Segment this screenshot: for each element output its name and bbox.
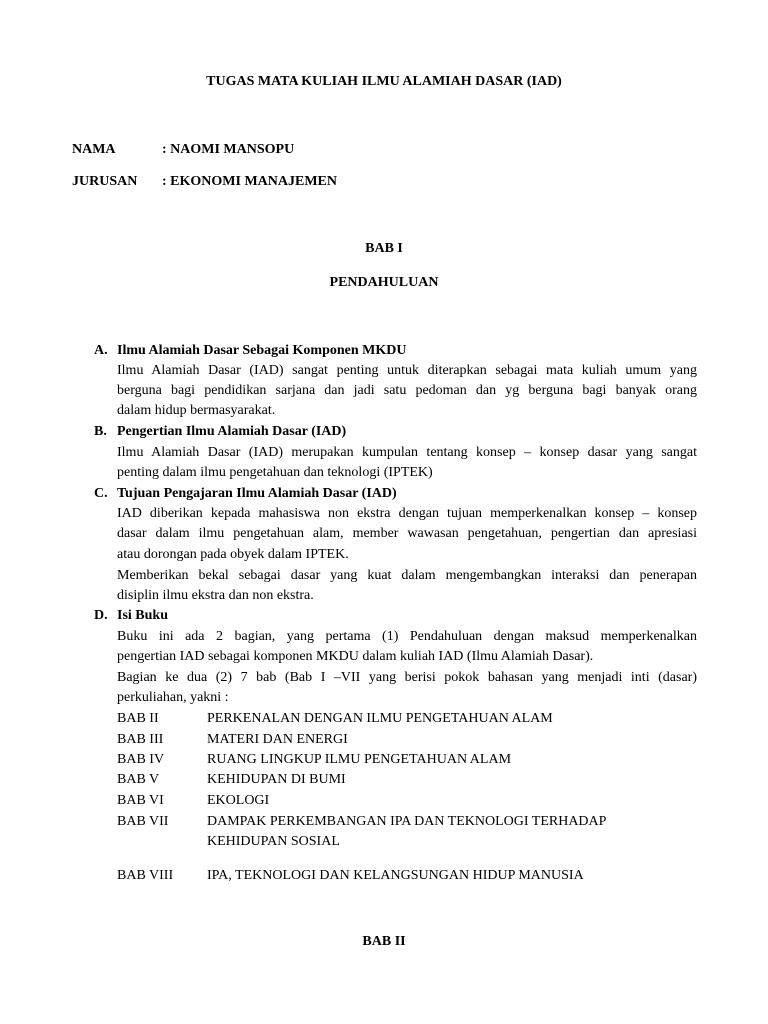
section-letter-c: C.: [94, 486, 108, 501]
section-letter-b: B.: [94, 424, 107, 439]
identity-value-jurusan: : EKONOMI MANAJEMEN: [162, 174, 337, 189]
section-c-line-1: IAD diberikan kepada mahasiswa non ekstra dengan tujuan memperkenalkan konsep – konsep: [117, 506, 697, 521]
chapter-list-title: EKOLOGI: [207, 793, 270, 808]
chapter-list-title: DAMPAK PERKEMBANGAN IPA DAN TEKNOLOGI TERHADAP: [207, 814, 607, 829]
section-letter-a: A.: [94, 343, 108, 358]
section-b-line-1: Ilmu Alamiah Dasar (IAD) merupakan kumpulan tentang konsep – konsep dasar yang sangat: [117, 445, 697, 460]
section-heading-b: Pengertian Ilmu Alamiah Dasar (IAD): [117, 424, 347, 439]
chapter-list-bab: BAB V: [117, 772, 160, 787]
chapter-list-bab: BAB VII: [117, 814, 169, 829]
section-c-line-2: dasar dalam ilmu pengetahuan alam, member wawasan pengetahuan, pengertian dan apresiasi: [117, 526, 697, 541]
section-c-line-5: disiplin ilmu ekstra dan non ekstra.: [117, 588, 314, 603]
section-c-line-4: Memberikan bekal sebagai dasar yang kuat dalam mengembangkan interaksi dan penerapan: [117, 568, 697, 583]
section-c-line-3: atau dorongan pada obyek dalam IPTEK.: [117, 547, 349, 562]
identity-value-nama: : NAOMI MANSOPU: [162, 142, 295, 157]
section-a-line-3: dalam hidup bermasyarakat.: [117, 403, 276, 418]
chapter-list-title: KEHIDUPAN DI BUMI: [207, 772, 346, 787]
chapter-list-title: RUANG LINGKUP ILMU PENGETAHUAN ALAM: [207, 752, 512, 767]
section-a-line-1: Ilmu Alamiah Dasar (IAD) sangat penting untuk diterapkan sebagai mata kuliah umum yang: [117, 363, 697, 378]
chapter-title: PENDAHULUAN: [329, 275, 439, 290]
chapter-list-title-continued: KEHIDUPAN SOSIAL: [207, 834, 340, 849]
document-title: TUGAS MATA KULIAH ILMU ALAMIAH DASAR (IAD): [206, 74, 562, 89]
chapter-list-bab: BAB IV: [117, 752, 165, 767]
chapter-list-title: IPA, TEKNOLOGI DAN KELANGSUNGAN HIDUP MANUSIA: [207, 868, 584, 883]
chapter-list-bab: BAB II: [117, 711, 159, 726]
section-d-line-1: Buku ini ada 2 bagian, yang pertama (1) Pendahuluan dengan maksud memperkenalkan: [117, 629, 697, 644]
next-chapter-number: BAB II: [362, 934, 406, 949]
chapter-list-title: PERKENALAN DENGAN ILMU PENGETAHUAN ALAM: [207, 711, 553, 726]
section-heading-c: Tujuan Pengajaran Ilmu Alamiah Dasar (IAD): [117, 486, 397, 501]
section-d-line-4: perkuliahan, yakni :: [117, 690, 229, 705]
chapter-list-bab: BAB VIII: [117, 868, 174, 883]
section-a-line-2: berguna bagi pendidikan sarjana dan jadi satu pedoman dan yg berguna bagi banyak orang: [117, 383, 697, 398]
chapter-list-title: MATERI DAN ENERGI: [207, 732, 348, 747]
section-d-line-2: pengertian IAD sebagai komponen MKDU dalam kuliah IAD (Ilmu Alamiah Dasar).: [117, 649, 594, 664]
section-heading-a: Ilmu Alamiah Dasar Sebagai Komponen MKDU: [117, 343, 407, 358]
identity-label-jurusan: JURUSAN: [72, 174, 138, 189]
chapter-number: BAB I: [365, 241, 403, 256]
section-b-line-2: penting dalam ilmu pengetahuan dan teknologi (IPTEK): [117, 465, 433, 480]
chapter-list-bab: BAB VI: [117, 793, 164, 808]
section-letter-d: D.: [94, 608, 108, 623]
section-d-line-3: Bagian ke dua (2) 7 bab (Bab I –VII yang berisi pokok bahasan yang menjadi inti (dasar): [117, 670, 697, 685]
chapter-list-bab: BAB III: [117, 732, 164, 747]
identity-label-nama: NAMA: [72, 142, 116, 157]
section-heading-d: Isi Buku: [117, 608, 168, 623]
